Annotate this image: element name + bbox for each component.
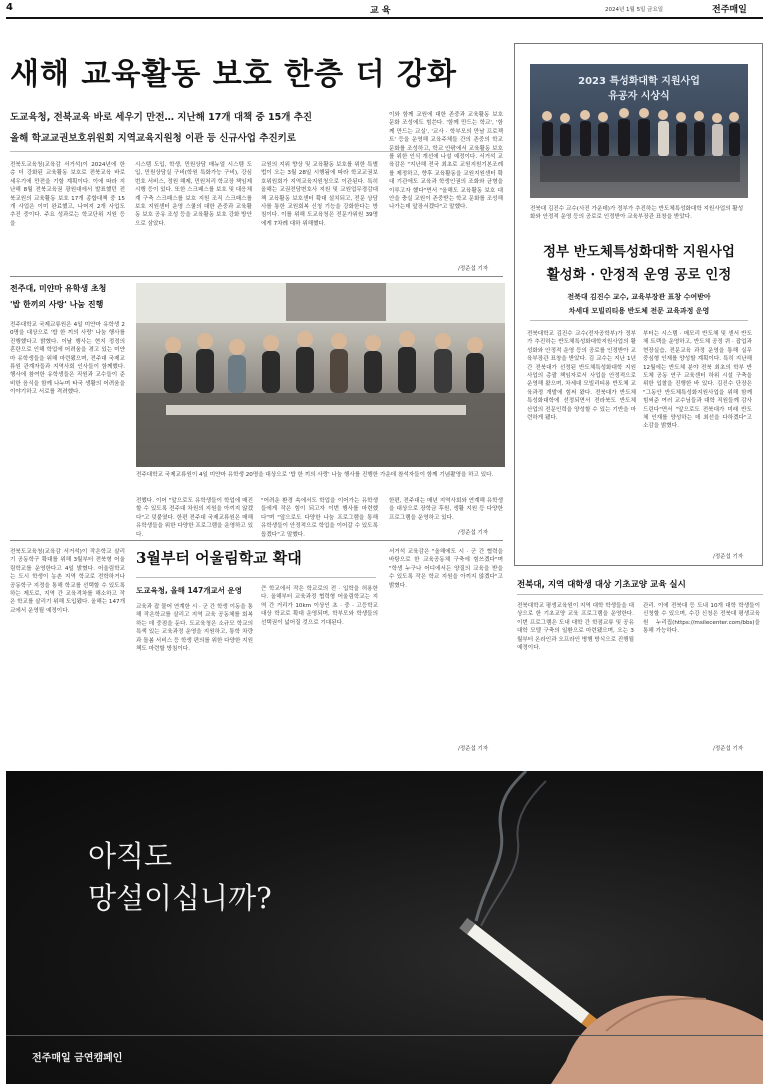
story2-headline-2: '밥 한끼의 사랑' 나눔 진행 [10, 300, 104, 309]
story3-col-1: 전북도교육청(교육감 서거석)이 작은학교 살리기 공동학구 확대를 위해 3월부터 전북형 어울림학교를 운영한다고 4일 밝혔다. 어울림학교는 도시 학생이 농촌 지역 학교로 전학하거나 공동학구 지정을 통해 학교를 선택할 수 있도록 하는 제도로, 지역 간 교육격차를 해소하고 작은 학교를 살리기 위해 도입됐다. 올해는 147개교에서 운영될 예정이다. [10, 549, 125, 614]
story3-subhead: 도교육청, 올해 147개교서 운영 [136, 586, 243, 595]
main-headline: 새해 교육활동 보호 한층 더 강화 [10, 57, 457, 92]
side-col-2: 부터는 시스템 · 메모리 반도체 및 센서 반도체 트랙을 운영하고, 반도체 공정 퀴 · 잡업과 현장실습, 전문교육 과정 운영을 통해 실무 중심형 인재를 양성할 계획이다. 특히 지난해 12월에는 반도체 분야 전북 최초의 학부 반도체 공동 연구 교육센터 하위 시설 구축을 위한 입찰을 진행한 바 있다. 김진수 단장은 "그동안 반도체특성화지원사업을 위해 함께 힘써준 여러 교수님들과 대학 직원들께 감사드린다"면서 "앞으로도 전북대가 미래 반도체 인재를 양성하는 데 최선을 다하겠다"고 소감을 밝혔다. [643, 331, 752, 430]
story2-photo-caption: 전주대학교 국제교류원이 4일 미얀마 유학생 20명을 대상으로 '밥 한 끼의 사랑' 나눔 행사를 진행한 가운데 참석자들이 함께 기념촬영을 하고 있다. [136, 472, 494, 478]
main-bottom-rule [10, 276, 503, 277]
side-subhead-2: 차세대 모빌리티용 반도체 전문 교육과정 운영 [568, 307, 710, 315]
story4-col-1: 전북대학교 평생교육원이 지역 대학 학생들을 대상으로 한 기초교양 교육 프로그램을 운영한다. 이번 프로그램은 도내 대학 간 학점교류 및 공유대학 모델 구축의 일환으로 마련됐으며, 오는 3월부터 온라인과 오프라인 병행 방식으로 진행될 예정이다. [517, 603, 634, 652]
story4-headline-rule [517, 594, 763, 595]
story3-byline: /정준섭 기자 [458, 746, 489, 752]
story2-headline-1: 전주대, 미얀마 유학생 초청 [10, 284, 107, 293]
story4-col-2: 관리. 이에 전북대 등 도내 10개 대학 학생들이 신청할 수 있으며, 수강 신청은 전북대 평생교육원 누리집(https://msilecenter.com/bbs)을 통해 가능하다. [643, 603, 760, 635]
story2-byline: /정준섭 기자 [458, 530, 489, 536]
story3-col-4: 서거석 교육감은 "올해에도 시 · 군 간 협력을 바탕으로 한 교육공동체 구축에 힘쓰겠다"며 "학생 누구나 어디에서든 양질의 교육을 받을 수 있도록 작은 학교 지원을 아끼지 않겠다"고 밝혔다. [389, 549, 503, 589]
story4-byline: /정준섭 기자 [713, 746, 744, 752]
story3-headline-rule [136, 577, 376, 578]
ad-footer-rule [6, 1035, 763, 1036]
photo-banner-text: 2023 특성화대학 지원사업 유공자 시상식 [578, 76, 700, 102]
ad-footer-text: 전주매일 금연캠페인 [32, 1053, 123, 1064]
story2-bottom-rule [10, 540, 503, 541]
ad-line-1: 아직도 [88, 839, 173, 873]
story4-headline: 전북대, 지역 대학생 대상 기초교양 교육 실시 [517, 580, 686, 590]
section-title: 교 육 [370, 6, 391, 16]
side-subhead-1: 전북대 김진수 교수, 교육부장관 표창 수여받아 [567, 293, 711, 301]
header-rule [6, 17, 763, 19]
side-headline-1: 정부 반도체특성화대학 지원사업 [543, 244, 735, 260]
story3-col-3: 큰 학교에서 작은 학교로의 전 · 입학을 허용한다. 올해부터 교육과정 협력형 어울림학교는 지역 간 거리가 10km 이상인 초 · 중 · 고등학교 대상 학교로 확대 운영되며, 학부모와 학생들의 선택권이 넓어질 것으로 기대된다. [261, 586, 378, 626]
story2-col-1: 전주대학교 국제교류원은 4일 미얀마 유학생 20명을 대상으로 '밥 한 끼의 사랑' 나눔 행사를 진행했다고 밝혔다. 이날 행사는 현지 정정의 혼란으로 인해 학업에 어려움을 겪고 있는 미얀마 유학생들을 위해 마련됐으며, 전주대 국제교류원 관계자들과 지역사회 인사들이 함께했다. 행사에 참여한 유학생들은 직원과 교수들이 준비한 음식을 함께 나누며 타국 생활의 어려움을 이야기하고 서로를 격려했다. [10, 322, 125, 396]
ad-line-2: 망설이십니까? [88, 881, 272, 915]
story2-col-4: 한편, 전주대는 매년 지역사회와 연계해 유학생을 대상으로 장학금 후원, 생활 지원 등 다양한 프로그램을 운영하고 있다. [389, 498, 503, 521]
story3-headline: 3월부터 어울림학교 확대 [136, 549, 302, 567]
no-smoking-ad [6, 771, 763, 1084]
main-subhead-1: 도교육청, 전북교육 바로 세우기 만전… 지난해 17개 대책 중 15개 추진 [10, 112, 313, 123]
main-col-2: 시스템 도입, 학생, 민원상담 매뉴얼 시스템 도입, 민원상담실 구비(학원 특화가능 구비), 강심번호 서비스, 정원 해제, 민원처리 학교장 책임제 시행 등이 있다. 또한 스크패스를 보호 및 대응체계 구축 스크패스를 보호 지원 조직 스크패스를 보호 지원센터 운영 스쿨의 대한 존중과 교육활동 보호 공유 조성 등을 교육활동 보호 강화 방안으로 삼았다. [135, 162, 252, 227]
main-col-3: 교원의 지위 향상 및 교육활동 보호를 위한 특별법이 오는 3월 28일 시행됨에 따라 학교교권보호위원회가 지역교육지원청으로 이관된다. 특히 올해는 교권전담변호사 지원 및 교원업무경감대책 교육활동 보호센터 확대 설치되고, 전문 상담사를 통한 교원회복 신청 기능을 강화한다는 방침이다. 이를 위해 도교육청은 전문가위원 39명에게 7차례 대하 위해했다. [261, 162, 378, 227]
main-col-1: 전북도교육청(교육감 서거석)이 2024년에 한층 더 강화된 교육활동 보호로 전북교육 바로 세우기에 만전을 기할 계획이다. 이에 따라 지난해 8월 전북교육권 광원대에서 발표했던 전북교원의 교육활동 보호 17개 종합대책 중 15개 사업은 이미 완료했고, 나머지 2개 사업도 추진 중이다. 주요 성과로는 학교단위 지원 등을 [10, 162, 125, 227]
main-col-4: 이와 함께 교원에 대한 존중과 교육활동 보호 문화 조성에도 힘쓴다. '함께 만드는 학교', '함께 만드는 교실', '교사 · 학부모의 만남 프로젝트' 등을 운영해 교육주체들 간의 존중의 학교 문화를 조성하고, 학교 안팎에서 교육활동 보호를 위한 인식 개선에 나설 예정이다. 서거석 교육감은 "지난해 전국 최초로 교원지원기본조례를 제정하고, 향후 교육활동을 교원지원센터 확대 기관에도 교육과 학생인권의 조화와 균형을 이루고자 했다"면서 "올해도 교육활동 보호 대안을 충실 교원이 존중받는 학교 문화를 조성해 나가는데 앞장서겠다"고 말했다. [389, 112, 503, 211]
main-byline: /정준섭 기자 [458, 266, 489, 272]
main-subhead-2: 올해 학교교권보호위원회 지역교육지원청 이관 등 신규사업 추진키로 [10, 133, 296, 144]
side-headline-2: 활성화 · 안정적 운영 공로 인정 [546, 267, 732, 283]
page-number: 4 [6, 2, 13, 13]
side-subhead-rule [530, 320, 748, 321]
side-byline: /정준섭 기자 [713, 554, 744, 560]
people-group-illustration [530, 64, 748, 198]
story2-col-3: "어려운 환경 속에서도 학업을 이어가는 유학생들에게 작은 힘이 되고자 이번 행사를 마련했다"며 "앞으로도 다양한 나눔 프로그램을 통해 유학생들이 안정적으로 학업을 이어갈 수 있도록 돕겠다"고 말했다. [261, 498, 378, 537]
paper-name: 전주매일 [712, 5, 747, 15]
dinner-group-illustration [136, 283, 505, 467]
students-dinner-photo [136, 283, 505, 467]
issue-date: 2024년 1월 5일 금요일 [605, 7, 664, 13]
award-ceremony-photo [530, 64, 748, 198]
story3-col-2: 교육과 잡 물어 연계한 시 · 군 간 학생 이동을 통해 작은학교를 살리고 지역 교육 공동체를 회복하는 데 중점을 둔다. 도교육청은 소규모 학교의 특색 있는 교육과정 운영을 지원하고, 통학 차량과 돌봄 서비스 등 학생 편의를 위한 다양한 지원책도 마련할 방침이다. [136, 604, 253, 653]
cigarette-hand-illustration [6, 771, 763, 1084]
side-col-1: 전북대학교 김진수 교수(전자공학부)가 정부가 추진하는 반도체특성화대학지원사업의 활성화와 안정적 운영 등의 공로를 인정받아 교육부장관 표창을 받았다. 김 교수는 지난 1년간 전북대가 선정된 반도체특성화대학 지원사업의 총괄 책임자로서 사업을 안정적으로 운영해 왔으며, 차세대 모빌리티용 반도체 교육과정 개발에 힘써 왔다. 전북대가 반도체 특성화대학에 선정되면서 전라북도 반도체 산업의 전문인력을 양성할 수 있는 기반을 마련하게 됐다. [527, 331, 636, 422]
side-photo-caption: 전북대 김진수 교수(사진 가운데)가 정부가 추진하는 반도체특성화대학 지원사업의 활성화와 안정적 운영 등의 공로로 인정받아 교육부장관 표창을 받았다. [530, 206, 744, 221]
story2-col-2: 전했다. 이어 "앞으로도 유학생들이 학업에 매진할 수 있도록 전주대 차원의 지원을 아끼지 않겠다"고 덧붙였다. 한편 전주대 국제교류원은 매해 유학생들을 위한 다양한 프로그램을 운영하고 있다. [136, 498, 253, 537]
